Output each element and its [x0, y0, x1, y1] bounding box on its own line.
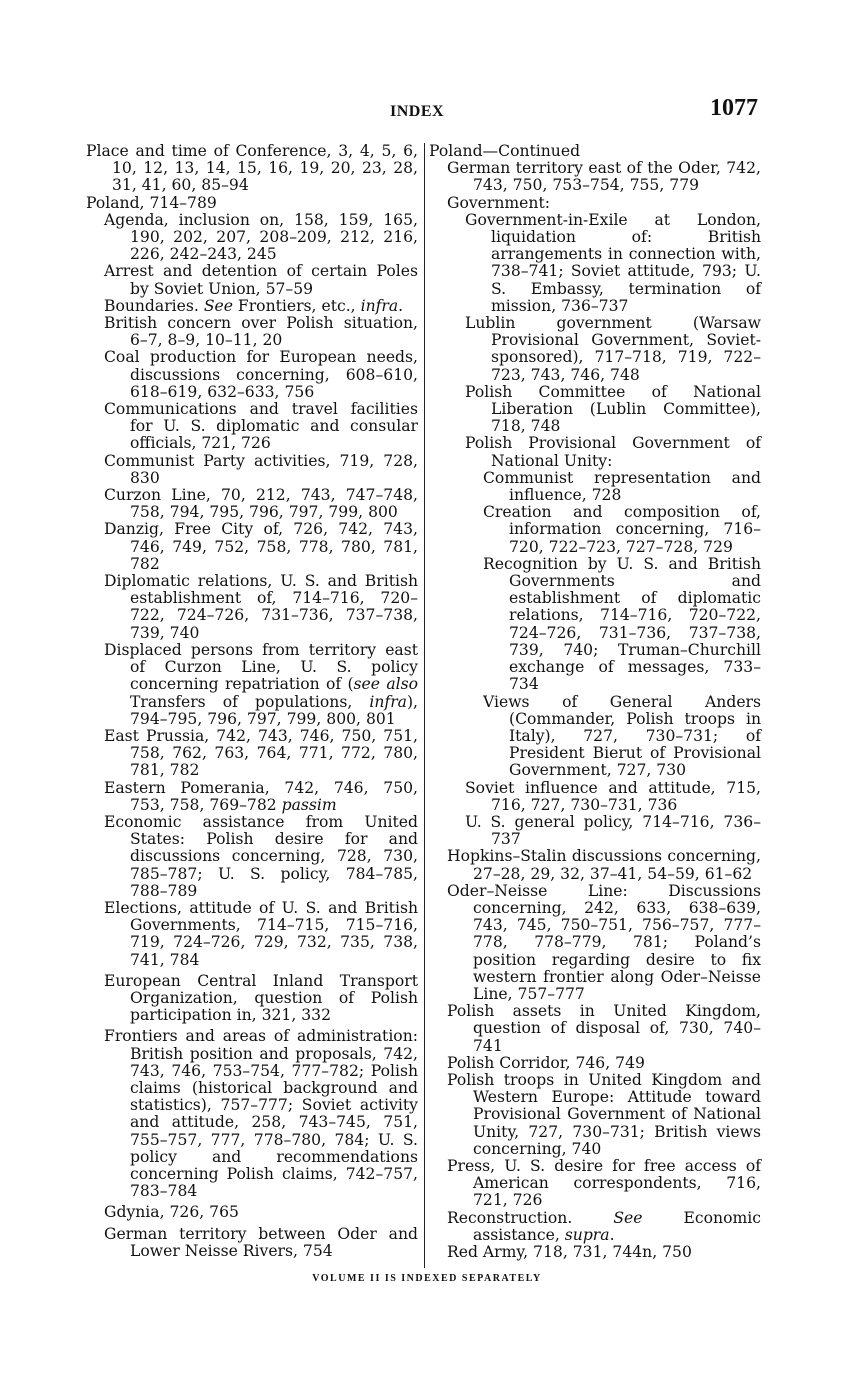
index-entry: Agenda, inclusion on, 158, 159, 165, 190, 202, 207, 208–209, 212, 216, 226, 242–243, 245: [104, 210, 418, 264]
column-divider: [424, 143, 425, 1268]
index-entry: Arrest and detention of certain Poles by Soviet Union, 57–59: [104, 262, 418, 298]
index-entry: British concern over Polish situation, 6–7, 8–9, 10–11, 20: [104, 314, 418, 350]
index-entry: Polish assets in United Kingdom, question of disposal of, 730, 740–741: [447, 1002, 761, 1055]
index-entry: Recognition by U. S. and British Governments and establishment of diplomatic relations, 714–716, 720–722, 724–726, 731–736, 737–738, 739, 740; Truman–Churchill exchange of messages, 733–734: [483, 554, 761, 694]
index-entry: Curzon Line, 70, 212, 743, 747–748, 758, 794, 795, 796, 797, 799, 800: [104, 486, 418, 522]
index-entry: Reconstruction. See Economic assistance, supra.: [447, 1208, 761, 1244]
index-entry: German territory between Oder and Lower Neisse Rivers, 754: [104, 1224, 418, 1260]
page-footer: VOLUME II IS INDEXED SEPARATELY: [312, 1273, 542, 1284]
index-entry: Press, U. S. desire for free access of American correspondents, 716, 721, 726: [447, 1156, 761, 1210]
index-entry: Danzig, Free City of, 726, 742, 743, 746, 749, 752, 758, 778, 780, 781, 782: [104, 520, 418, 573]
index-entry: Hopkins–Stalin discussions concerning, 27–28, 29, 32, 37–41, 54–59, 61–62: [447, 847, 761, 883]
index-entry: Government:: [447, 193, 550, 212]
index-column-right: [429, 143, 761, 1261]
index-column-left: [86, 143, 418, 1260]
index-entry: Displaced persons from territory east of Curzon Line, U. S. policy concerning repatriation of (see also Transfers of populations, infra), 794–795, 796, 797, 799, 800, 801: [104, 640, 418, 728]
index-entry: Economic assistance from United States: Polish desire for and discussions concerning, 728, 730, 785–787; U. S. policy, 784–785, 788–789: [104, 812, 418, 900]
index-entry: Diplomatic relations, U. S. and British establishment of, 714–716, 720–722, 724–726, 731–736, 737–738, 739, 740: [104, 572, 418, 642]
running-title: INDEX: [390, 103, 445, 120]
index-entry: Lublin government (Warsaw Provisional Government, Soviet-sponsored), 717–718, 719, 722–723, 743, 746, 748: [465, 314, 761, 384]
index-entry: Polish Provisional Government of National Unity:: [465, 434, 761, 470]
index-entry: Poland—Continued: [429, 142, 581, 160]
index-entry: Boundaries. See Frontiers, etc., infra.: [104, 296, 404, 315]
index-entry: Views of General Anders (Commander, Polish troops in Italy), 727, 730–731; of President Bierut of Provisional Government, 727, 730: [483, 692, 761, 780]
index-entry: Polish Corridor, 746, 749: [447, 1053, 645, 1072]
index-entry: German territory east of the Oder, 742, 743, 750, 753–754, 755, 779: [447, 159, 761, 195]
index-entry: Gdynia, 726, 765: [104, 1203, 239, 1222]
index-entry: Coal production for European needs, discussions concerning, 608–610, 618–619, 632–633, 756: [104, 348, 418, 401]
index-entry: Communist representation and influence, 728: [483, 468, 761, 505]
index-entry: Polish troops in United Kingdom and Western Europe: Attitude toward Provisional Government of National Unity, 727, 730–731; British views concerning, 740: [447, 1070, 761, 1158]
index-entry: Government-in-Exile at London, liquidation of: British arrangements in connection with, 738–741; Soviet attitude, 793; U. S. Embassy, termination of mission, 736–737: [465, 210, 761, 315]
index-entry: Elections, attitude of U. S. and British Governments, 714–715, 715–716, 719, 724–726, 729, 732, 735, 738, 741, 784: [104, 898, 418, 969]
index-entry: Soviet influence and attitude, 715, 716, 727, 730–731, 736: [465, 778, 761, 814]
index-entry: Oder–Neisse Line: Discussions concerning, 242, 633, 638–639, 743, 745, 750–751, 756–757, 777–778, 778–779, 781; Poland’s position regarding desire to fix western frontier along Oder–Neisse Line, 757–777: [447, 881, 761, 1003]
index-entry: Frontiers and areas of administration: British position and proposals, 742, 743, 746, 753–754, 777–782; Polish claims (historical background and statistics), 757–777; Soviet activity and attitude, 258, 743–745, 751, 755–757, 777, 778–780, 784; U. S. policy and recommendations concerning Polish claims, 742–757, 783–784: [104, 1027, 418, 1201]
index-entry: Eastern Pomerania, 742, 746, 750, 753, 758, 769–782 passim: [104, 778, 418, 814]
index-entry: Poland, 714–789: [86, 193, 217, 212]
page-number: 1077: [710, 95, 758, 121]
page-header: [0, 93, 854, 125]
index-entry: East Prussia, 742, 743, 746, 750, 751, 758, 762, 763, 764, 771, 772, 780, 781, 782: [104, 726, 418, 780]
index-entry: European Central Inland Transport Organization, question of Polish participation in, 321, 332: [104, 971, 418, 1025]
index-entry: Communications and travel facilities for U. S. diplomatic and consular officials, 721, 726: [104, 400, 418, 453]
index-entry: Polish Committee of National Liberation (Lublin Committee), 718, 748: [465, 382, 761, 436]
index-entry: U. S. general policy, 714–716, 736–737: [465, 812, 761, 849]
index-entry: Place and time of Conference, 3, 4, 5, 6, 10, 12, 13, 14, 15, 16, 19, 20, 23, 28, 31, 41, 60, 85–94: [86, 142, 418, 195]
index-entry: Creation and composition of, information concerning, 716–720, 722–723, 727–728, 729: [483, 503, 761, 556]
index-entry: Red Army, 718, 731, 744n, 750: [447, 1243, 692, 1261]
index-entry: Communist Party activities, 719, 728, 830: [104, 451, 418, 487]
